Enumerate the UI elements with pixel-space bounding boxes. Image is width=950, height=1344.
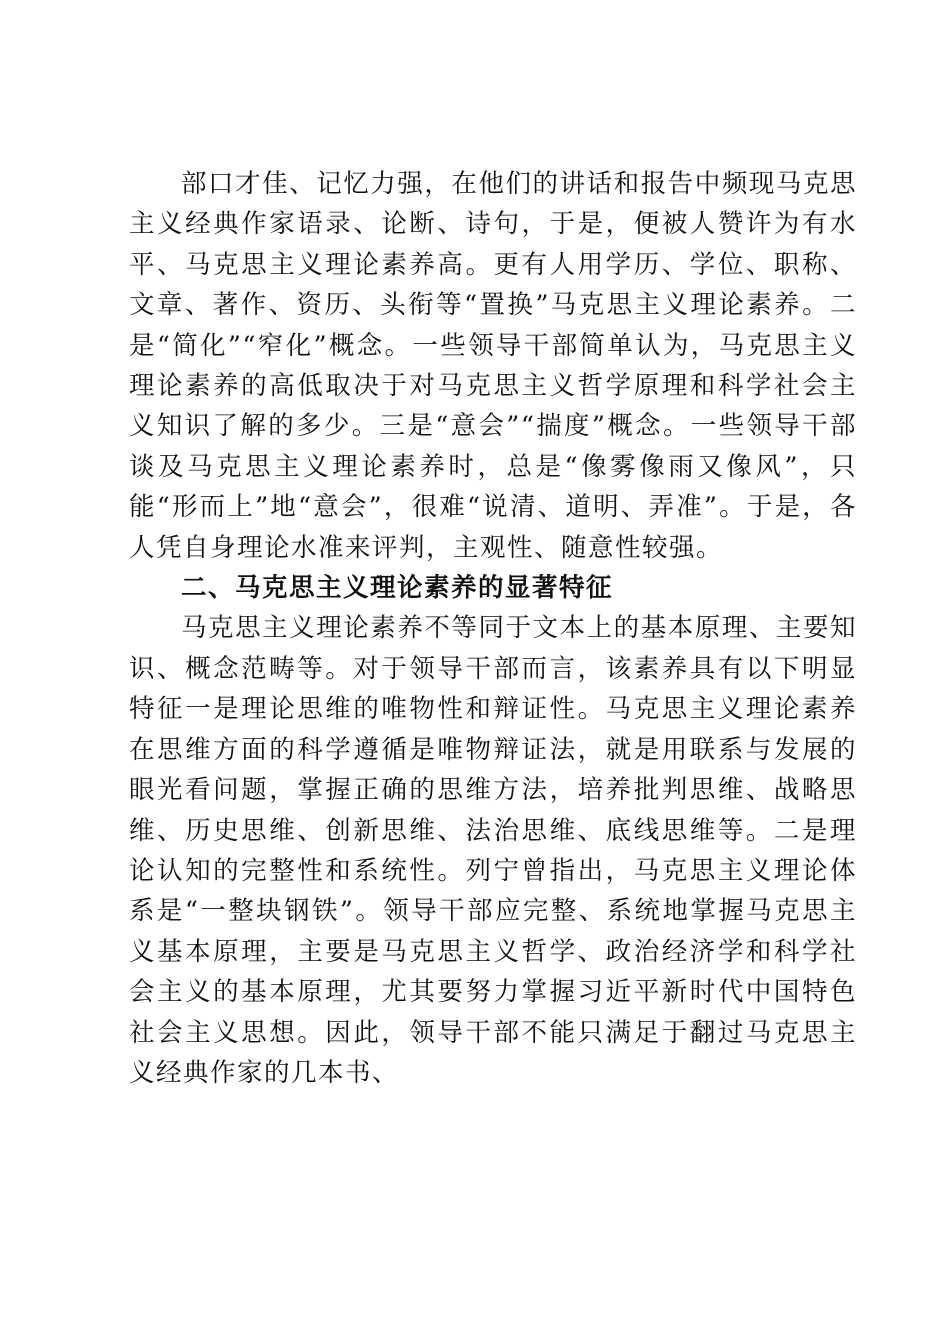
document-body (129, 164, 857, 1093)
body-paragraph: 部口才佳、记忆力强，在他们的讲话和报告中频现马克思主义经典作家语录、论断、诗句，于是，便被人赞许为有水平、马克思主义理论素养高。更有人用学历、学位、职称、文章、著作、资历、头衔等“置换”马克思主义理论素养。二是“简化”“窄化”概念。一些领导干部简单认为，马克思主义理论素养的高低取决于对马克思主义哲学原理和科学社会主义知识了解的多少。三是“意会”“揣度”概念。一些领导干部谈及马克思主义理论素养时，总是“像雾像雨又像风”，只能“形而上”地“意会”，很难“说清、道明、弄准”。于是，各人凭自身理论水准来评判，主观性、随意性较强。 (129, 169, 857, 563)
section-heading: 二、马克思主义理论素养的显著特征 (181, 573, 614, 604)
body-paragraph: 马克思主义理论素养不等同于文本上的基本原理、主要知识、概念范畴等。对于领导干部而言，该素养具有以下明显特征一是理论思维的唯物性和辩证性。马克思主义理论素养在思维方面的科学遵循是唯物辩证法，就是用联系与发展的眼光看问题，掌握正确的思维方法，培养批判思维、战略思维、历史思维、创新思维、法治思维、底线思维等。二是理论认知的完整性和系统性。列宁曾指出，马克思主义理论体系是“一整块钢铁”。领导干部应完整、系统地掌握马克思主义基本原理，主要是马克思主义哲学、政治经济学和科学社会主义的基本原理，尤其要努力掌握习近平新时代中国特色社会主义思想。因此，领导干部不能只满足于翻过马克思主义经典作家的几本书、 (129, 613, 857, 1088)
